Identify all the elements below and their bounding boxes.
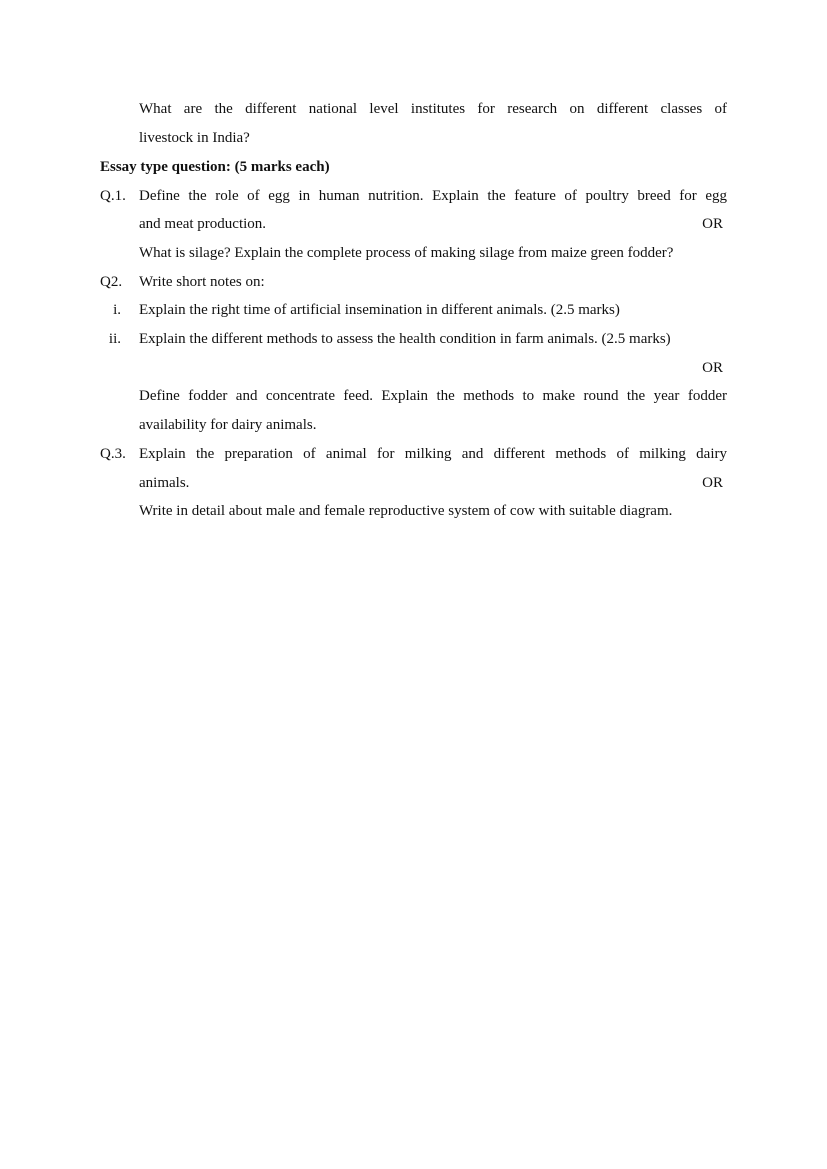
intro-question-line-1 — [0, 99, 827, 119]
q3-line-2 — [0, 473, 827, 493]
intro-question-text: What are the different national level institutes for research on different classes of — [139, 101, 727, 117]
q2-sub-i — [0, 300, 827, 320]
q3-alt-text: Write in detail about male and female reproductive system of cow with suitable diagram. — [139, 503, 673, 519]
q3-text: Explain the preparation of animal for milking and different methods of milking dairy — [139, 446, 727, 462]
q3-line-1 — [0, 444, 827, 464]
q2-sub-ii — [0, 329, 827, 349]
q2-sub-i-text: Explain the right time of artificial insemination in different animals. (2.5 marks) — [139, 302, 620, 318]
q3-number: Q.3. — [100, 446, 126, 462]
q1-text: Define the role of egg in human nutrition. Explain the feature of poultry breed for egg — [139, 188, 727, 204]
q2-text: Write short notes on: — [139, 274, 265, 290]
q2-alt-line-1 — [0, 386, 827, 406]
q1-alt-line-1 — [0, 243, 827, 263]
q1-alt-text: What is silage? Explain the complete process of making silage from maize green fodder? — [139, 245, 674, 261]
essay-heading: Essay type question: (5 marks each) — [100, 159, 330, 175]
q3-text: animals. — [139, 475, 190, 491]
q1-or-label: OR — [702, 216, 723, 232]
essay-heading-line — [0, 157, 827, 177]
q3-alt-line-1 — [0, 501, 827, 521]
q1-line-1 — [0, 186, 827, 206]
q2-line-1 — [0, 272, 827, 292]
intro-question-line-2 — [0, 128, 827, 148]
intro-question-text: livestock in India? — [139, 130, 250, 146]
q1-text: and meat production. — [139, 216, 267, 232]
q2-number: Q2. — [100, 274, 123, 290]
q2-alt-line-2 — [0, 415, 827, 435]
q1-line-2 — [0, 214, 827, 234]
q2-sub-ii-text: Explain the different methods to assess the health condition in farm animals. (2.5 marks) — [139, 331, 671, 347]
q2-or-line — [0, 358, 827, 378]
q1-number: Q.1. — [100, 188, 126, 204]
q3-or-label: OR — [702, 475, 723, 491]
q2-alt-text: Define fodder and concentrate feed. Explain the methods to make round the year fodder — [139, 388, 727, 404]
q2-sub-i-number: i. — [113, 302, 121, 318]
q2-sub-ii-number: ii. — [108, 331, 121, 347]
q2-or-label: OR — [702, 360, 723, 376]
q2-alt-text: availability for dairy animals. — [139, 417, 317, 433]
